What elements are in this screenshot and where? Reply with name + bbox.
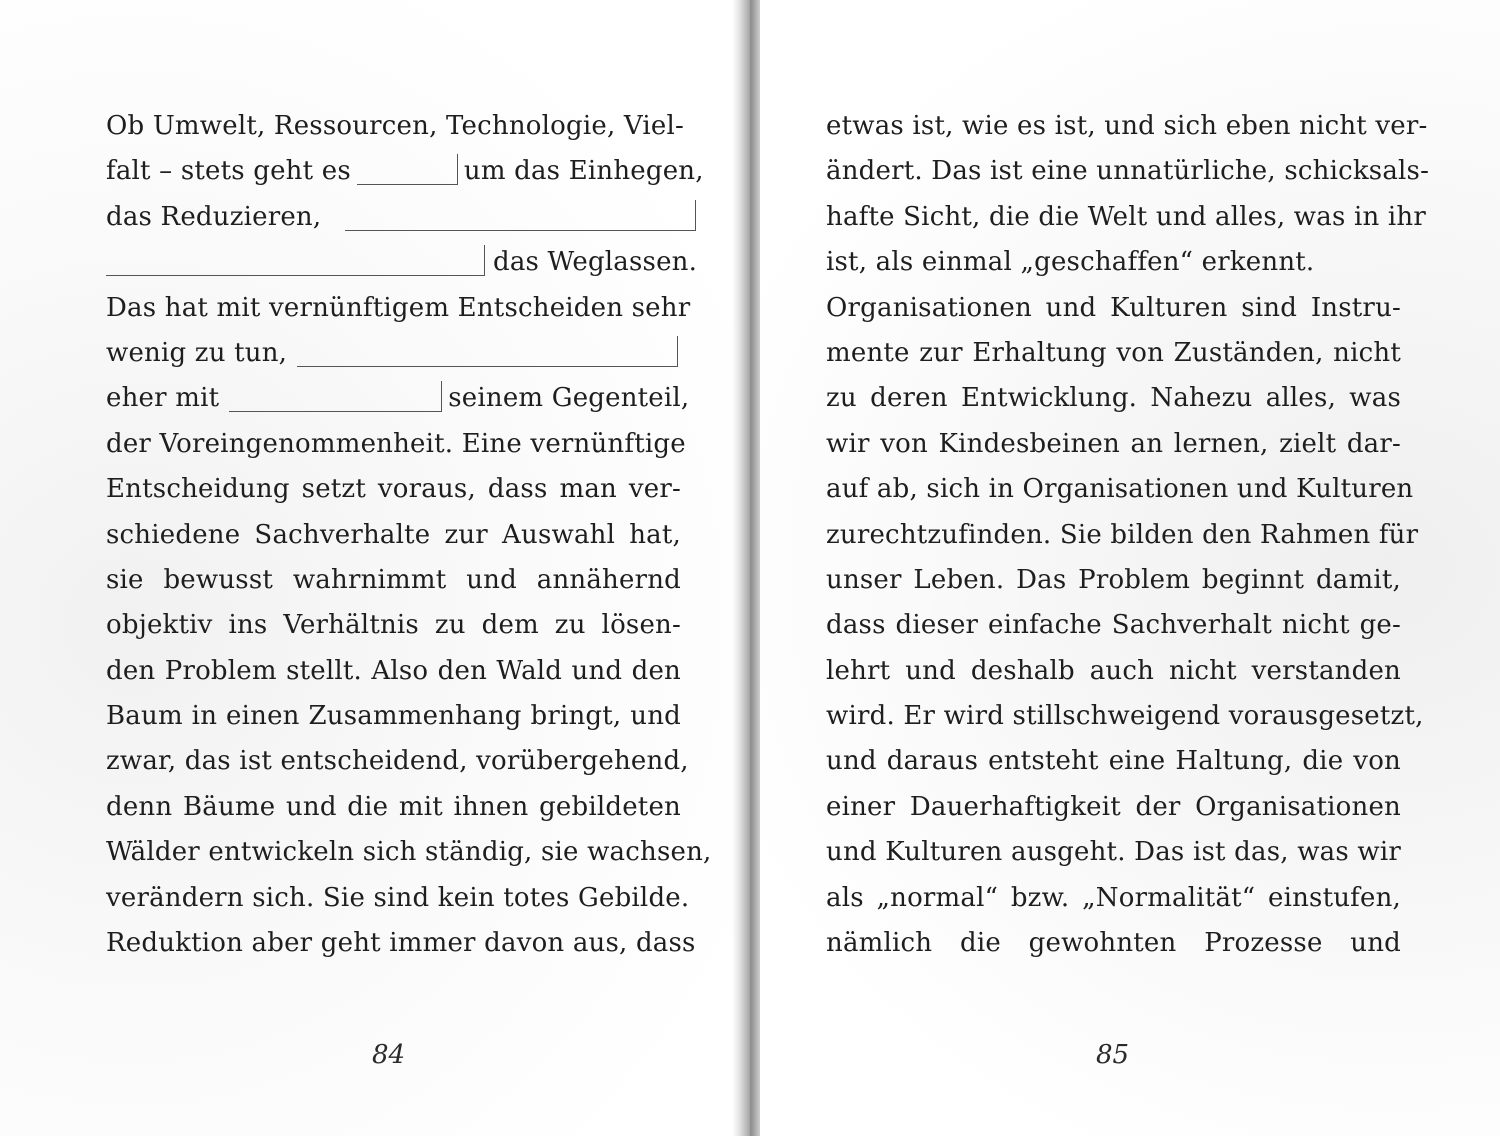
text-line: und daraus entsteht eine Haltung, die von [826,746,1401,777]
text-line: denn Bäume und die mit ihnen gebildeten [106,791,681,822]
fill-in-blank[interactable] [357,154,458,185]
right-page [760,0,1500,1136]
text-fragment: eher mit [106,383,220,414]
text-line: den Problem stellt. Also den Wald und den [106,655,681,686]
text-line: schiedene Sachverhalte zur Auswahl hat, [106,519,681,550]
text-line: Organisationen und Kulturen sind Instru- [826,292,1401,323]
page-number: 85 [1096,1040,1130,1070]
text-line: zurechtzufinden. Sie bilden den Rahmen für [826,519,1419,550]
text-line: Reduktion aber geht immer davon aus, dass [106,928,696,959]
fill-in-blank[interactable] [345,200,696,231]
text-line: unser Leben. Das Problem beginnt damit, [826,564,1401,595]
text-line: zu deren Entwicklung. Nahezu alles, was [826,383,1401,414]
text-line: nämlich die gewohnten Prozesse und [826,928,1401,959]
text-line: verändern sich. Sie sind kein totes Gebilde. [106,882,690,913]
left-page [0,0,740,1136]
text-line: Entscheidung setzt voraus, dass man ver- [106,474,681,505]
fill-in-blank[interactable] [297,336,678,367]
text-line: als „normal“ bzw. „Normalität“ einstufen, [826,882,1401,913]
text-line [106,331,681,376]
text-line: einer Dauerhaftigkeit der Organisationen [826,791,1401,822]
text-line: Ob Umwelt, Ressourcen, Technologie, Viel- [106,111,685,141]
text-line [106,149,704,194]
text-line: ändert. Das ist eine unnatürliche, schicksals- [826,156,1430,187]
text-fragment: wenig zu tun, [106,337,288,368]
text-line: Wälder entwickeln sich ständig, sie wachsen, [106,837,712,868]
text-line [106,240,698,285]
right-page-text [826,104,1430,966]
fill-in-blank[interactable] [229,381,442,412]
text-line: sie bewusst wahrnimmt und annähernd [106,564,681,595]
text-line: etwas ist, wie es ist, und sich eben nicht ver- [826,111,1428,141]
text-line: wird. Er wird stillschweigend vorausgesetzt, [826,701,1424,732]
text-line: auf ab, sich in Organisationen und Kulturen [826,474,1414,505]
text-line: und Kulturen ausgeht. Das ist das, was wir [826,837,1401,868]
text-line: lehrt und deshalb auch nicht verstanden [826,655,1401,686]
text-fragment: das Reduzieren, [106,201,322,232]
text-line: Baum in einen Zusammenhang bringt, und [106,701,681,732]
text-fragment: um das Einhegen, [463,156,704,187]
text-line [106,376,690,421]
text-line: wir von Kindesbeinen an lernen, zielt dar- [826,428,1401,459]
fill-in-blank[interactable] [106,245,485,276]
text-line: Das hat mit vernünftigem Entscheiden sehr [106,292,691,323]
text-fragment: seinem Gegenteil, [448,383,690,414]
text-line [106,195,681,240]
text-fragment: das Weglassen. [493,247,698,278]
left-page-text [106,104,712,966]
text-line: ist, als einmal „geschaffen“ erkennt. [826,247,1315,278]
text-line: hafte Sicht, die die Welt und alles, was in ihr [826,201,1426,232]
text-line: mente zur Erhaltung von Zuständen, nicht [826,337,1401,368]
text-fragment: falt – stets geht es [106,156,351,187]
text-line: dass dieser einfache Sachverhalt nicht ge- [826,610,1401,641]
text-line: zwar, das ist entscheidend, vorübergehend, [106,746,689,777]
text-line: objektiv ins Verhältnis zu dem zu lösen- [106,610,681,641]
text-line: der Voreingenommenheit. Eine vernünftige [106,428,686,459]
page-number: 84 [372,1040,406,1070]
